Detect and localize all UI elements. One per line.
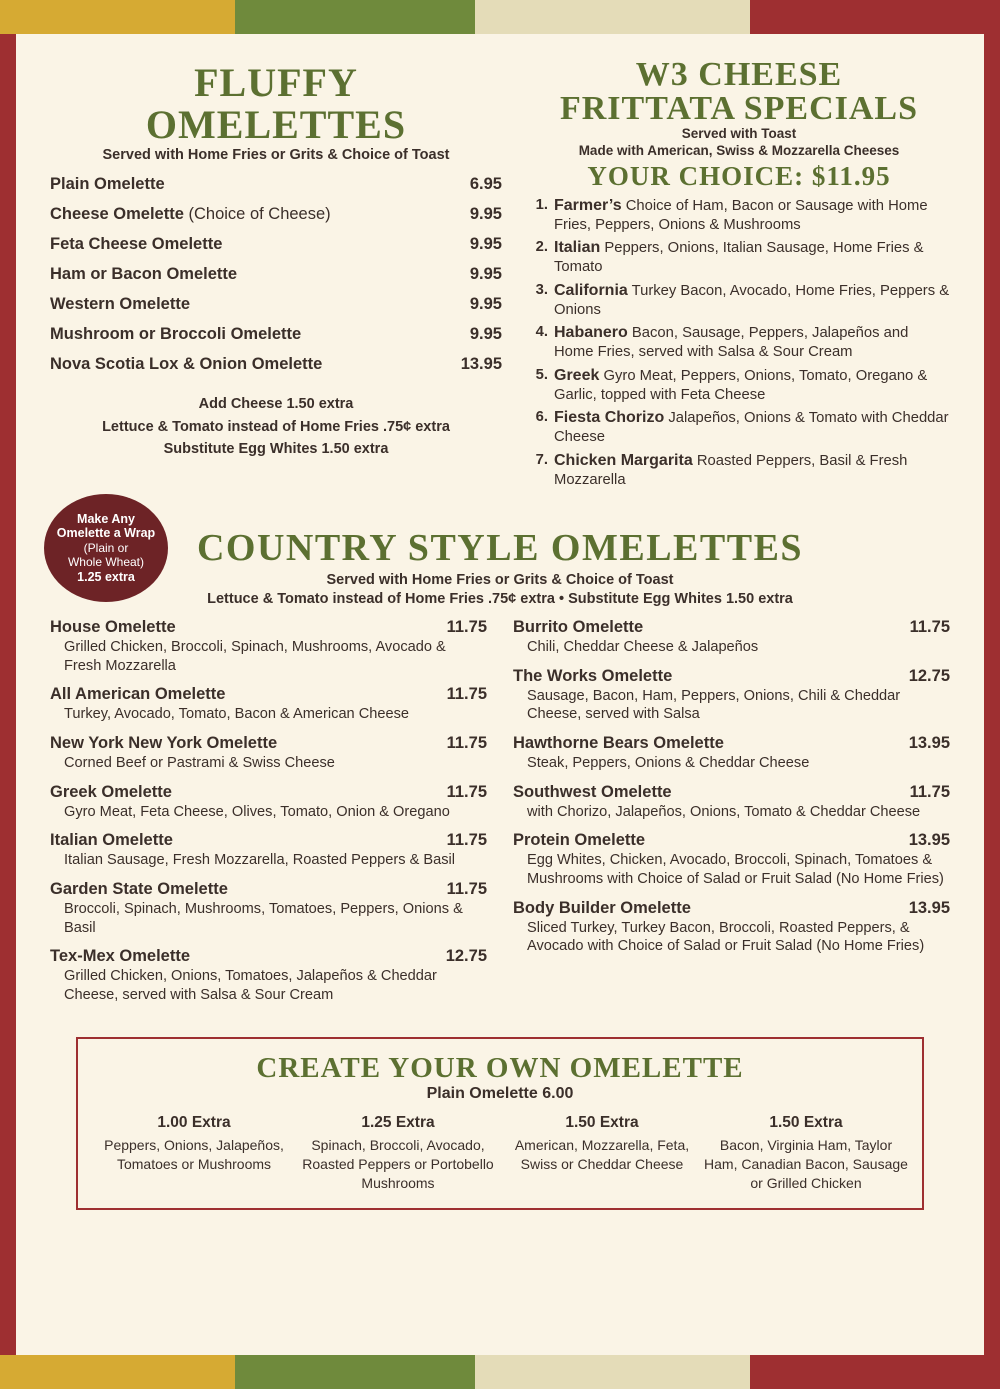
item-name: Southwest Omelette <box>513 782 672 801</box>
left-border-strip <box>0 34 16 1355</box>
item-number: 5. <box>535 366 548 383</box>
extra-lettuce-tomato: Lettuce & Tomato instead of Home Fries .75¢ extra <box>102 418 450 435</box>
extras-amount: 1.50 Extra <box>769 1113 843 1131</box>
extra-egg-whites: Substitute Egg Whites 1.50 extra <box>163 441 389 458</box>
menu-item <box>513 618 950 657</box>
band-segment-red <box>750 0 1000 34</box>
country-served-note: Served with Home Fries or Grits & Choice of Toast <box>326 571 674 588</box>
item-desc: Sausage, Bacon, Ham, Peppers, Onions, Chili & Cheddar Cheese, served with Salsa <box>527 687 901 723</box>
item-price: 13.95 <box>908 831 950 850</box>
item-name: Garden State Omelette <box>50 879 228 898</box>
create-your-own-columns <box>92 1113 908 1192</box>
item-desc: Egg Whites, Chicken, Avocado, Broccoli, Spinach, Tomatoes & Mushrooms with Choice of Salad or Fruit Salad (No Home Fries) <box>527 852 944 887</box>
extras-column <box>500 1113 704 1192</box>
menu-item <box>50 169 502 199</box>
item-desc: Turkey, Avocado, Tomato, Bacon & American Cheese <box>64 706 410 723</box>
item-desc: Gyro Meat, Peppers, Onions, Tomato, Oregano & Garlic, topped with Feta Cheese <box>554 367 928 403</box>
extras-amount: 1.00 Extra <box>157 1113 231 1131</box>
badge-line2: Omelette a Wrap <box>56 526 156 541</box>
badge-line4: Whole Wheat) <box>67 555 145 570</box>
band-segment-gold <box>0 1355 235 1389</box>
item-name: All American Omelette <box>50 685 226 704</box>
extra-add-cheese: Add Cheese 1.50 extra <box>198 396 354 413</box>
create-your-own-plain-price: Plain Omelette 6.00 <box>426 1084 574 1102</box>
item-name: Italian Omelette <box>50 831 173 850</box>
item-price: 13.95 <box>908 733 950 752</box>
menu-item <box>513 783 950 822</box>
frittata-item <box>528 366 950 404</box>
item-name: House Omelette <box>50 617 176 636</box>
menu-item <box>50 618 487 675</box>
item-name: Chicken Margarita <box>554 451 693 469</box>
frittata-item <box>528 408 950 446</box>
frittata-your-choice-price: YOUR CHOICE: $11.95 <box>587 160 891 191</box>
item-name: Greek <box>554 366 600 384</box>
item-note: (Choice of Cheese) <box>188 204 331 223</box>
frittata-item <box>528 238 950 276</box>
item-number: 3. <box>535 281 548 298</box>
item-name: Nova Scotia Lox & Onion Omelette <box>50 354 323 373</box>
item-desc: Jalapeños, Onions & Tomato with Cheddar Cheese <box>554 410 949 446</box>
frittata-title-line2: FRITTATA SPECIALS <box>559 90 919 127</box>
item-number: 1. <box>535 196 548 213</box>
item-name: New York New York Omelette <box>50 733 278 752</box>
item-price: 11.75 <box>909 782 950 801</box>
extras-column <box>296 1113 500 1192</box>
item-name: Burrito Omelette <box>513 617 644 636</box>
frittata-made-with-note: Made with American, Swiss & Mozzarella Cheeses <box>578 142 900 158</box>
item-desc: Bacon, Sausage, Peppers, Jalapeños and Home Fries, served with Salsa & Sour Cream <box>554 325 909 361</box>
menu-item <box>50 685 487 724</box>
fluffy-item-list <box>50 169 502 379</box>
menu-item <box>50 289 502 319</box>
item-price: 11.75 <box>446 617 487 636</box>
band-segment-red <box>750 1355 1000 1389</box>
item-price: 11.75 <box>446 782 487 801</box>
item-price: 12.75 <box>445 947 487 966</box>
item-name: Feta Cheese Omelette <box>50 234 223 253</box>
menu-item <box>513 899 950 956</box>
create-your-own-box <box>76 1037 924 1211</box>
item-price: 11.75 <box>446 879 487 898</box>
item-name: The Works Omelette <box>513 666 673 685</box>
item-price: 6.95 <box>469 174 502 193</box>
frittata-item <box>528 196 950 234</box>
item-name: Farmer’s <box>554 196 622 214</box>
item-price: 13.95 <box>908 898 950 917</box>
fluffy-title-line2: OMELETTES <box>145 101 407 147</box>
fluffy-title <box>50 62 502 145</box>
badge-line5: 1.25 extra <box>77 569 135 584</box>
item-desc: Turkey Bacon, Avocado, Home Fries, Peppers & Onions <box>554 282 950 318</box>
menu-item <box>513 667 950 724</box>
band-segment-green <box>235 1355 475 1389</box>
item-name: Plain Omelette <box>50 174 165 193</box>
item-price: 9.95 <box>469 324 502 343</box>
frittata-item <box>528 281 950 319</box>
item-number: 7. <box>535 451 548 468</box>
menu-item <box>513 734 950 773</box>
item-price: 9.95 <box>469 204 502 223</box>
item-desc: Steak, Peppers, Onions & Cheddar Cheese <box>527 754 810 771</box>
item-name: Cheese Omelette <box>50 204 184 223</box>
item-name: Protein Omelette <box>513 831 646 850</box>
top-decorative-band <box>0 0 1000 34</box>
item-desc: with Chorizo, Jalapeños, Onions, Tomato & Cheddar Cheese <box>527 803 921 820</box>
make-any-omelette-wrap-badge <box>44 494 168 602</box>
item-desc: Broccoli, Spinach, Mushrooms, Tomatoes, Peppers, Onions & Basil <box>64 900 463 936</box>
item-desc: Peppers, Onions, Italian Sausage, Home Fries & Tomato <box>554 240 924 276</box>
badge-line3: (Plain or <box>83 541 129 556</box>
frittata-title-line1: W3 CHEESE <box>635 56 843 93</box>
frittata-item <box>528 323 950 361</box>
badge-line1: Make Any <box>77 511 135 526</box>
item-name: California <box>554 281 628 299</box>
menu-page <box>16 34 984 1355</box>
item-price: 9.95 <box>469 264 502 283</box>
band-segment-gold <box>0 0 235 34</box>
item-number: 6. <box>535 409 548 426</box>
item-price: 12.75 <box>908 666 950 685</box>
frittata-specials-section <box>528 52 950 505</box>
band-segment-green <box>235 0 475 34</box>
item-desc: Gyro Meat, Feta Cheese, Olives, Tomato, Onion & Oregano <box>64 803 450 820</box>
item-desc: Sliced Turkey, Turkey Bacon, Broccoli, Roasted Peppers, & Avocado with Choice of Salad or Fruit Salad (No Home Fries) <box>527 919 925 955</box>
fluffy-title-line1: FLUFFY <box>194 60 358 105</box>
fluffy-omelettes-section <box>50 52 502 505</box>
item-name: Italian <box>554 239 601 257</box>
item-price: 13.95 <box>460 354 502 373</box>
item-price: 11.75 <box>446 831 487 850</box>
item-name: Ham or Bacon Omelette <box>50 264 238 283</box>
right-border-strip <box>984 34 1000 1355</box>
bottom-decorative-band <box>0 1355 1000 1389</box>
item-name: Western Omelette <box>50 294 190 313</box>
item-number: 4. <box>535 324 548 341</box>
extras-items: Bacon, Virginia Ham, Taylor Ham, Canadian Bacon, Sausage or Grilled Chicken <box>704 1137 908 1191</box>
country-options-note: Lettuce & Tomato instead of Home Fries .75¢ extra • Substitute Egg Whites 1.50 extra <box>207 591 793 608</box>
menu-item <box>50 783 487 822</box>
extras-amount: 1.50 Extra <box>565 1113 639 1131</box>
item-desc: Chili, Cheddar Cheese & Jalapeños <box>527 638 759 655</box>
menu-item <box>50 831 487 870</box>
item-name: Mushroom or Broccoli Omelette <box>50 324 302 343</box>
country-style-columns <box>50 618 950 1015</box>
item-price: 11.75 <box>446 685 487 704</box>
menu-item <box>50 880 487 937</box>
item-desc: Corned Beef or Pastrami & Swiss Cheese <box>64 754 335 771</box>
item-desc: Italian Sausage, Fresh Mozzarella, Roasted Peppers & Basil <box>64 852 455 869</box>
extras-items: Peppers, Onions, Jalapeños, Tomatoes or Mushrooms <box>104 1137 284 1172</box>
item-desc: Choice of Ham, Bacon or Sausage with Home Fries, Peppers, Onions & Mushrooms <box>554 197 928 233</box>
band-segment-cream <box>475 1355 750 1389</box>
menu-item <box>50 319 502 349</box>
item-name: Body Builder Omelette <box>513 898 691 917</box>
fluffy-served-note: Served with Home Fries or Grits & Choice of Toast <box>102 147 450 164</box>
country-style-title: COUNTRY STYLE OMELETTES <box>196 527 804 570</box>
item-number: 2. <box>535 239 548 256</box>
menu-item <box>50 349 502 379</box>
frittata-served-note: Served with Toast <box>681 126 797 141</box>
extras-items: American, Mozzarella, Feta, Swiss or Cheddar Cheese <box>514 1137 690 1172</box>
item-desc: Grilled Chicken, Broccoli, Spinach, Mushrooms, Avocado & Fresh Mozzarella <box>64 638 446 674</box>
menu-item <box>50 947 487 1004</box>
extras-column <box>92 1113 296 1192</box>
extras-amount: 1.25 Extra <box>361 1113 435 1131</box>
menu-item <box>513 831 950 888</box>
frittata-title <box>528 58 950 126</box>
fluffy-extras <box>50 393 502 460</box>
item-name: Habanero <box>554 324 628 342</box>
frittata-item <box>528 451 950 489</box>
item-name: Fiesta Chorizo <box>554 409 665 427</box>
extras-items: Spinach, Broccoli, Avocado, Roasted Peppers or Portobello Mushrooms <box>302 1137 494 1191</box>
country-style-notes <box>50 571 950 610</box>
item-price: 11.75 <box>446 733 487 752</box>
item-price: 11.75 <box>909 617 950 636</box>
item-name: Greek Omelette <box>50 782 172 801</box>
frittata-item-list <box>528 196 950 489</box>
extras-column <box>704 1113 908 1192</box>
top-section <box>50 52 950 505</box>
country-left-column <box>50 618 487 1015</box>
create-your-own-title: CREATE YOUR OWN OMELETTE <box>256 1051 744 1084</box>
item-desc: Roasted Peppers, Basil & Fresh Mozzarella <box>554 452 908 488</box>
country-right-column <box>513 618 950 1015</box>
menu-item <box>50 259 502 289</box>
item-name: Hawthorne Bears Omelette <box>513 733 724 752</box>
item-desc: Grilled Chicken, Onions, Tomatoes, Jalapeños & Cheddar Cheese, served with Salsa & Sour Cream <box>64 968 437 1003</box>
item-price: 9.95 <box>469 234 502 253</box>
band-segment-cream <box>475 0 750 34</box>
menu-item <box>50 229 502 259</box>
item-price: 9.95 <box>469 294 502 313</box>
item-name: Tex-Mex Omelette <box>50 947 190 966</box>
menu-item <box>50 734 487 773</box>
menu-item <box>50 199 502 229</box>
